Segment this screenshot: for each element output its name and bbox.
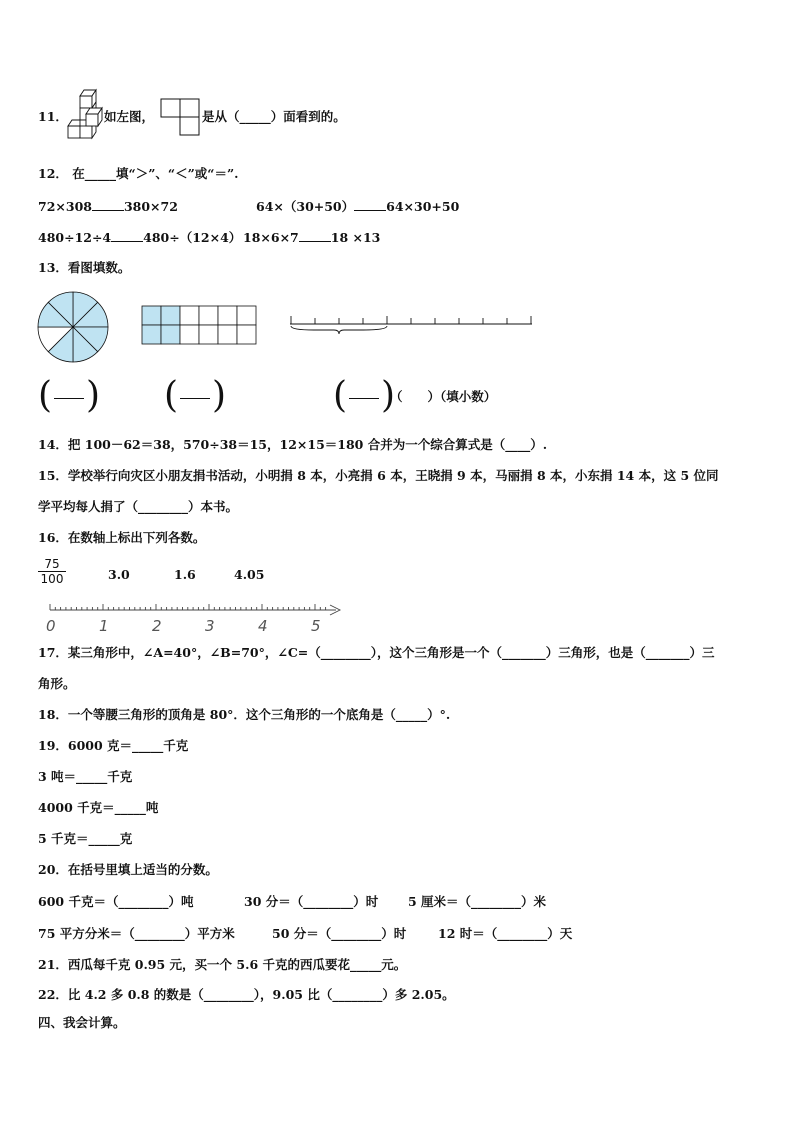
q19-line-3: 4000 千克＝_____吨	[38, 800, 159, 815]
q11-text-1: 如左图，	[104, 109, 155, 124]
q15-line-1: 15．学校举行向灾区小朋友捐书活动，小明捐 8 本，小亮捐 6 本，王晓捐 9 本，马丽捐 8 本，小东捐 14 本，这 5 位同	[38, 468, 719, 483]
q12-prompt: 12． 在_____填“＞”、“＜”或“＝”.	[38, 166, 239, 181]
q12-blank-2[interactable]	[354, 198, 386, 211]
number-line-label: 1	[99, 617, 109, 635]
q17-line-2: 角形。	[38, 676, 76, 691]
number-line-label: 0	[46, 617, 56, 635]
cube-stack-figure	[64, 84, 104, 140]
q20-item-b3: 12 时＝（________）天	[438, 926, 573, 941]
fraction-box-3[interactable]: ( )	[333, 375, 396, 416]
q12-row1-left: 72×308 380×72	[38, 199, 178, 214]
q20-item-b2: 50 分＝（________）时	[272, 926, 407, 941]
q20-item-a1: 600 千克＝（________）吨	[38, 894, 194, 909]
number-line-label: 3	[205, 617, 215, 635]
q18-text: 18．一个等腰三角形的顶角是 80°．这个三角形的一个底角是（_____）°.	[38, 707, 451, 722]
q15-line-2: 学平均每人捐了（________）本书。	[38, 499, 239, 514]
fraction-box-2[interactable]: ( )	[164, 375, 227, 416]
circle-fraction-figure	[37, 291, 109, 363]
q16-fraction: $\frac{75}{100}$	[38, 557, 66, 586]
q22-text: 22．比 4.2 多 0.8 的数是（________），9.05 比（________）多 2.05。	[38, 987, 455, 1002]
q12-row2-left: 480÷12÷4 480÷（12×4）	[38, 230, 242, 245]
fraction-box-1[interactable]: ( )	[38, 375, 101, 416]
q20-prompt: 20．在括号里填上适当的分数。	[38, 862, 218, 877]
view-shape-figure	[160, 98, 200, 136]
section-4-heading: 四、我会计算。	[38, 1015, 126, 1030]
segment-line-figure	[290, 312, 534, 336]
q19-line-1: 19．6000 克＝_____千克	[38, 738, 189, 753]
q16-value-1: 3.0	[108, 567, 130, 582]
q16-value-2: 1.6	[174, 567, 196, 582]
q11-number: 11．	[38, 109, 68, 124]
q11-text-2: 是从（_____）面看到的。	[202, 109, 346, 124]
number-line[interactable]	[44, 600, 344, 636]
q19-line-2: 3 吨＝_____千克	[38, 769, 133, 784]
q12-blank-4[interactable]	[299, 229, 331, 242]
q16-prompt: 16．在数轴上标出下列各数。	[38, 530, 206, 545]
q11-blank[interactable]: _____	[239, 109, 271, 124]
q12-blank-3[interactable]	[111, 229, 143, 242]
q12-row1-right: 64×（30+50） 64×30+50	[256, 199, 460, 214]
q17-line-1: 17．某三角形中，∠A=40°，∠B=70°，∠C=（________），这个三角形是一个（_______）三角形，也是（_______）三	[38, 645, 715, 660]
q12-blank-1[interactable]	[92, 198, 124, 211]
q20-item-a2: 30 分＝（________）时	[244, 894, 379, 909]
q12-row2-right: 18×6×7 18 ×13	[243, 230, 381, 245]
grid-fraction-figure	[142, 306, 258, 346]
q21-text: 21．西瓜每千克 0.95 元，买一个 5.6 千克的西瓜要花_____元。	[38, 957, 407, 972]
decimal-answer[interactable]: （ ）（填小数）	[390, 389, 497, 404]
number-line-label: 4	[258, 617, 268, 635]
q20-item-a3: 5 厘米＝（________）米	[408, 894, 547, 909]
q16-value-3: 4.05	[234, 567, 265, 582]
q20-item-b1: 75 平方分米＝（________）平方米	[38, 926, 235, 941]
q14-text: 14．把 100－62＝38，570÷38＝15，12×15＝180 合并为一个综合算式是（____）.	[38, 437, 548, 452]
q13-prompt: 13．看图填数。	[38, 260, 131, 275]
q19-line-4: 5 千克＝_____克	[38, 831, 133, 846]
number-line-label: 5	[311, 617, 321, 635]
number-line-label: 2	[152, 617, 162, 635]
